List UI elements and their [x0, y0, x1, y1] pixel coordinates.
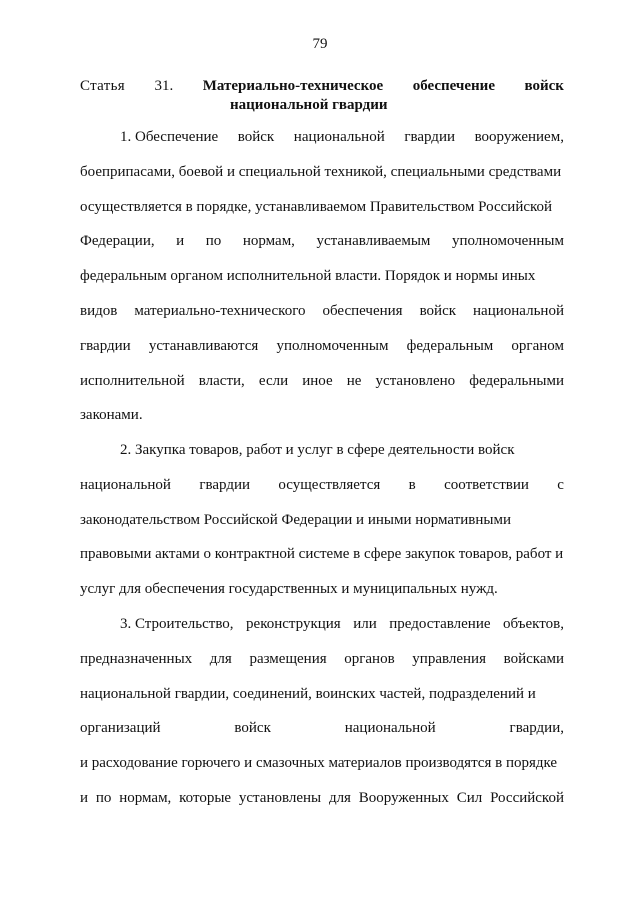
- text-segment: и расходование горючего и смазочных материалов производятся в порядке: [80, 755, 558, 772]
- text-line: [80, 537, 564, 572]
- text-segment: Вооруженных: [358, 789, 449, 806]
- text-segment: или: [353, 616, 377, 632]
- text-segment: по: [205, 233, 222, 250]
- text-segment: объектов,: [503, 616, 564, 632]
- text-segment: гвардии,: [509, 720, 564, 737]
- text-segment: войск: [419, 302, 457, 319]
- text-segment: материально-технического: [134, 302, 306, 319]
- text-segment: не: [346, 372, 362, 389]
- text-segment: Сил: [456, 789, 483, 806]
- text-segment: национальной: [80, 476, 171, 493]
- paragraph-3: [80, 607, 564, 816]
- text-segment: нормам,: [119, 789, 172, 806]
- text-line: [80, 677, 564, 712]
- text-line: [80, 224, 564, 259]
- text-segment: по: [95, 789, 112, 806]
- text-segment: войсками: [503, 650, 564, 667]
- text-segment: федеральным: [406, 337, 494, 354]
- text-segment: реконструкция: [246, 616, 341, 632]
- text-segment: установлены: [238, 789, 322, 806]
- text-segment: вооружением,: [474, 129, 564, 145]
- text-segment: предоставление: [389, 616, 491, 632]
- text-segment: соответствии: [444, 476, 529, 493]
- text-segment: если: [258, 372, 289, 389]
- text-line: [80, 294, 564, 329]
- text-line: [80, 155, 564, 190]
- text-line: [80, 329, 564, 364]
- article-label: Статья: [80, 78, 125, 94]
- text-segment: 3. Строительство,: [120, 616, 234, 632]
- text-line: [80, 433, 564, 468]
- article-heading: [80, 77, 564, 115]
- text-segment: осуществляется: [278, 476, 381, 493]
- text-segment: законодательством Российской Федерации и иными нормативными: [80, 511, 511, 528]
- text-segment: Федерации,: [80, 233, 155, 250]
- text-segment: федеральным органом исполнительной власти. Порядок и нормы иных: [80, 268, 536, 285]
- text-segment: видов: [80, 302, 118, 319]
- text-segment: для: [328, 789, 351, 806]
- text-line: [80, 398, 564, 433]
- text-line: [80, 364, 564, 399]
- paragraph-1: [80, 120, 564, 433]
- article-title-word: Материально-техническое: [202, 78, 384, 94]
- text-segment: национальной: [293, 129, 385, 145]
- text-segment: войск: [234, 720, 271, 737]
- text-segment: органом: [511, 337, 564, 354]
- text-segment: с: [557, 476, 564, 493]
- text-line: [80, 711, 564, 746]
- text-line: [80, 746, 564, 781]
- text-segment: боеприпасами, боевой и специальной техникой, специальными средствами: [80, 163, 562, 180]
- text-segment: иное: [302, 372, 333, 389]
- text-segment: гвардии: [404, 129, 455, 145]
- text-segment: устанавливаются: [148, 337, 259, 354]
- heading-line-1: [80, 77, 564, 96]
- text-segment: национальной гвардии, соединений, воинских частей, подразделений и: [80, 685, 536, 702]
- text-segment: национальной: [473, 302, 564, 319]
- text-segment: органов: [344, 650, 395, 667]
- paragraph-2: [80, 433, 564, 607]
- text-segment: для: [209, 650, 232, 667]
- text-segment: гвардии: [80, 337, 131, 354]
- text-segment: размещения: [249, 650, 327, 667]
- text-line: [80, 503, 564, 538]
- text-segment: власти,: [198, 372, 245, 389]
- text-segment: федеральными: [469, 372, 564, 389]
- article-title-line-2: национальной гвардии: [230, 97, 388, 113]
- text-segment: которые: [179, 789, 232, 806]
- article-number: 31.: [154, 78, 174, 94]
- text-segment: и: [176, 233, 185, 250]
- text-segment: исполнительной: [80, 372, 185, 389]
- text-segment: обеспечения: [322, 302, 403, 319]
- text-line: [80, 781, 564, 816]
- text-segment: установлено: [375, 372, 456, 389]
- text-segment: войск: [237, 129, 275, 145]
- text-segment: уполномоченным: [451, 233, 564, 250]
- text-segment: законами.: [80, 407, 143, 424]
- text-segment: осуществляется в порядке, устанавливаемом Правительством Российской: [80, 198, 553, 215]
- article-title-word: войск: [524, 78, 564, 94]
- text-segment: 1. Обеспечение: [120, 129, 219, 145]
- text-line: [80, 468, 564, 503]
- text-segment: национальной: [344, 720, 436, 737]
- text-segment: устанавливаемым: [316, 233, 431, 250]
- page-number: 79: [312, 36, 328, 52]
- article-title-word: обеспечение: [412, 78, 495, 94]
- text-segment: правовыми актами о контрактной системе в сфере закупок товаров, работ и: [80, 546, 564, 563]
- text-segment: гвардии: [199, 476, 251, 493]
- text-segment: предназначенных: [80, 650, 193, 667]
- text-segment: и: [80, 789, 89, 806]
- text-line: [80, 120, 564, 155]
- text-segment: нормам,: [242, 233, 295, 250]
- text-segment: Российской: [490, 789, 564, 806]
- text-segment: услуг для обеспечения государственных и муниципальных нужд.: [80, 581, 498, 598]
- text-segment: организаций: [80, 720, 161, 737]
- text-segment: 2. Закупка товаров, работ и услуг в сфере деятельности войск: [120, 442, 515, 458]
- text-segment: управления: [412, 650, 486, 667]
- text-segment: в: [408, 476, 416, 493]
- text-line: [80, 190, 564, 225]
- text-line: [80, 259, 564, 294]
- text-line: [80, 572, 564, 607]
- text-segment: уполномоченным: [276, 337, 389, 354]
- text-line: [80, 642, 564, 677]
- text-line: [80, 607, 564, 642]
